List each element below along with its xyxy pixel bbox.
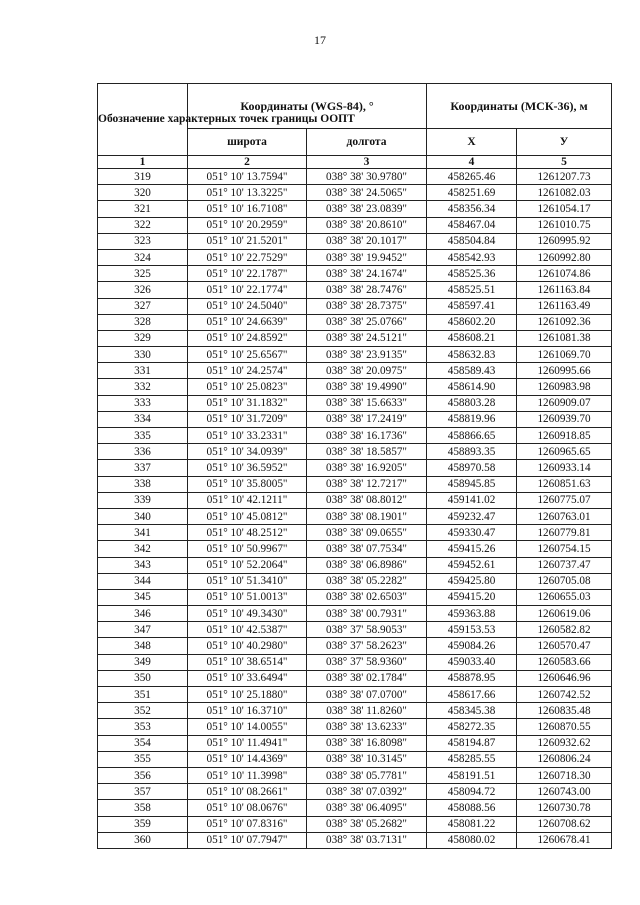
longitude-cell: 038° 38' 02.6503" (307, 589, 427, 605)
y-cell: 1261081.38 (517, 330, 612, 346)
y-cell: 1260932.62 (517, 735, 612, 751)
latitude-cell: 051° 10' 24.8592" (188, 330, 307, 346)
point-id-cell: 333 (98, 395, 188, 411)
latitude-cell: 051° 10' 16.7108" (188, 201, 307, 217)
longitude-cell: 038° 38' 07.7534" (307, 541, 427, 557)
longitude-cell: 038° 38' 03.7131" (307, 832, 427, 848)
y-cell: 1261207.73 (517, 169, 612, 185)
x-cell: 458878.95 (427, 670, 517, 686)
latitude-cell: 051° 10' 40.2980" (188, 638, 307, 654)
table-row (98, 249, 612, 265)
table-row (98, 589, 612, 605)
y-cell: 1260995.92 (517, 233, 612, 249)
point-id-cell: 348 (98, 638, 188, 654)
column-number: 3 (307, 156, 427, 169)
longitude-cell: 038° 38' 07.0392" (307, 784, 427, 800)
header-y: У (517, 129, 612, 156)
header-msk36-coordinates: Координаты (МСК-36), м (427, 84, 612, 129)
x-cell: 458617.66 (427, 687, 517, 703)
latitude-cell: 051° 10' 36.5952" (188, 460, 307, 476)
x-cell: 458608.21 (427, 330, 517, 346)
y-cell: 1260705.08 (517, 573, 612, 589)
latitude-cell: 051° 10' 50.9967" (188, 541, 307, 557)
table-row (98, 670, 612, 686)
point-id-cell: 325 (98, 266, 188, 282)
table-row (98, 735, 612, 751)
point-id-cell: 356 (98, 767, 188, 783)
y-cell: 1260754.15 (517, 541, 612, 557)
longitude-cell: 038° 38' 20.1017" (307, 233, 427, 249)
table-row (98, 201, 612, 217)
x-cell: 458597.41 (427, 298, 517, 314)
table-row (98, 233, 612, 249)
point-id-cell: 347 (98, 622, 188, 638)
point-id-cell: 345 (98, 589, 188, 605)
y-cell: 1260775.07 (517, 492, 612, 508)
table-row (98, 751, 612, 767)
point-id-cell: 342 (98, 541, 188, 557)
column-number: 1 (98, 156, 188, 169)
longitude-cell: 038° 38' 00.7931" (307, 606, 427, 622)
table-row (98, 460, 612, 476)
latitude-cell: 051° 10' 38.6514" (188, 654, 307, 670)
longitude-cell: 038° 37' 58.9360" (307, 654, 427, 670)
coordinates-table (97, 83, 612, 849)
table-body (98, 169, 612, 849)
point-id-cell: 319 (98, 169, 188, 185)
x-cell: 459363.88 (427, 606, 517, 622)
latitude-cell: 051° 10' 20.2959" (188, 217, 307, 233)
table-row (98, 266, 612, 282)
header-row-group (98, 84, 612, 129)
table-row (98, 330, 612, 346)
y-cell: 1260835.48 (517, 703, 612, 719)
point-id-cell: 326 (98, 282, 188, 298)
x-cell: 458866.65 (427, 428, 517, 444)
x-cell: 458589.43 (427, 363, 517, 379)
point-id-cell: 327 (98, 298, 188, 314)
point-id-cell: 335 (98, 428, 188, 444)
y-cell: 1261054.17 (517, 201, 612, 217)
x-cell: 458356.34 (427, 201, 517, 217)
point-id-cell: 349 (98, 654, 188, 670)
x-cell: 458080.02 (427, 832, 517, 848)
x-cell: 459330.47 (427, 525, 517, 541)
point-id-cell: 321 (98, 201, 188, 217)
table-row (98, 573, 612, 589)
latitude-cell: 051° 10' 33.2331" (188, 428, 307, 444)
longitude-cell: 038° 38' 19.9452" (307, 249, 427, 265)
x-cell: 458525.36 (427, 266, 517, 282)
longitude-cell: 038° 38' 08.8012" (307, 492, 427, 508)
table-row (98, 719, 612, 735)
point-id-cell: 322 (98, 217, 188, 233)
table-row (98, 492, 612, 508)
longitude-cell: 038° 38' 23.9135" (307, 347, 427, 363)
latitude-cell: 051° 10' 22.1774" (188, 282, 307, 298)
longitude-cell: 038° 38' 24.5065" (307, 185, 427, 201)
longitude-cell: 038° 38' 06.8986" (307, 557, 427, 573)
point-id-cell: 344 (98, 573, 188, 589)
latitude-cell: 051° 10' 31.1832" (188, 395, 307, 411)
y-cell: 1260909.07 (517, 395, 612, 411)
longitude-cell: 038° 38' 07.0700" (307, 687, 427, 703)
table-row (98, 784, 612, 800)
x-cell: 458819.96 (427, 411, 517, 427)
longitude-cell: 038° 38' 18.5857" (307, 444, 427, 460)
table-row (98, 347, 612, 363)
y-cell: 1260730.78 (517, 800, 612, 816)
longitude-cell: 038° 38' 16.9205" (307, 460, 427, 476)
point-id-cell: 355 (98, 751, 188, 767)
latitude-cell: 051° 10' 22.1787" (188, 266, 307, 282)
longitude-cell: 038° 38' 08.1901" (307, 508, 427, 524)
latitude-cell: 051° 10' 31.7209" (188, 411, 307, 427)
longitude-cell: 038° 38' 24.1674" (307, 266, 427, 282)
x-cell: 458265.46 (427, 169, 517, 185)
y-cell: 1260992.80 (517, 249, 612, 265)
y-cell: 1260655.03 (517, 589, 612, 605)
longitude-cell: 038° 38' 06.4095" (307, 800, 427, 816)
point-id-cell: 331 (98, 363, 188, 379)
longitude-cell: 038° 38' 28.7476" (307, 282, 427, 298)
x-cell: 459153.53 (427, 622, 517, 638)
column-number-row (98, 156, 612, 169)
y-cell: 1260619.06 (517, 606, 612, 622)
table-row (98, 363, 612, 379)
point-id-cell: 354 (98, 735, 188, 751)
point-id-cell: 341 (98, 525, 188, 541)
table-row (98, 476, 612, 492)
y-cell: 1261010.75 (517, 217, 612, 233)
table-row (98, 816, 612, 832)
latitude-cell: 051° 10' 14.0055" (188, 719, 307, 735)
point-id-cell: 336 (98, 444, 188, 460)
point-id-cell: 358 (98, 800, 188, 816)
longitude-cell: 038° 38' 20.8610" (307, 217, 427, 233)
table-row (98, 557, 612, 573)
x-cell: 459425.80 (427, 573, 517, 589)
point-id-cell: 328 (98, 314, 188, 330)
latitude-cell: 051° 10' 42.5387" (188, 622, 307, 638)
table-row (98, 703, 612, 719)
x-cell: 459415.26 (427, 541, 517, 557)
x-cell: 459415.20 (427, 589, 517, 605)
point-id-cell: 352 (98, 703, 188, 719)
y-cell: 1260570.47 (517, 638, 612, 654)
latitude-cell: 051° 10' 42.1211" (188, 492, 307, 508)
longitude-cell: 038° 38' 30.9780" (307, 169, 427, 185)
point-id-cell: 357 (98, 784, 188, 800)
x-cell: 458970.58 (427, 460, 517, 476)
table-row (98, 428, 612, 444)
latitude-cell: 051° 10' 08.0676" (188, 800, 307, 816)
table-row (98, 411, 612, 427)
latitude-cell: 051° 10' 25.6567" (188, 347, 307, 363)
latitude-cell: 051° 10' 13.3225" (188, 185, 307, 201)
point-id-cell: 340 (98, 508, 188, 524)
table-row (98, 379, 612, 395)
latitude-cell: 051° 10' 11.3998" (188, 767, 307, 783)
latitude-cell: 051° 10' 11.4941" (188, 735, 307, 751)
latitude-cell: 051° 10' 51.0013" (188, 589, 307, 605)
table-row (98, 282, 612, 298)
header-wgs84-coordinates: Координаты (WGS-84), ° (188, 84, 427, 129)
latitude-cell: 051° 10' 24.2574" (188, 363, 307, 379)
y-cell: 1261163.49 (517, 298, 612, 314)
x-cell: 458272.35 (427, 719, 517, 735)
point-id-cell: 330 (98, 347, 188, 363)
longitude-cell: 038° 38' 28.7375" (307, 298, 427, 314)
column-number: 5 (517, 156, 612, 169)
longitude-cell: 038° 38' 09.0655" (307, 525, 427, 541)
point-id-cell: 339 (98, 492, 188, 508)
longitude-cell: 038° 38' 05.2282" (307, 573, 427, 589)
y-cell: 1260933.14 (517, 460, 612, 476)
latitude-cell: 051° 10' 07.8316" (188, 816, 307, 832)
latitude-cell: 051° 10' 25.1880" (188, 687, 307, 703)
y-cell: 1260646.96 (517, 670, 612, 686)
x-cell: 458602.20 (427, 314, 517, 330)
latitude-cell: 051° 10' 35.8005" (188, 476, 307, 492)
table-row (98, 298, 612, 314)
y-cell: 1260582.82 (517, 622, 612, 638)
longitude-cell: 038° 38' 25.0766" (307, 314, 427, 330)
x-cell: 459084.26 (427, 638, 517, 654)
longitude-cell: 038° 38' 24.5121" (307, 330, 427, 346)
x-cell: 458191.51 (427, 767, 517, 783)
table-row (98, 185, 612, 201)
latitude-cell: 051° 10' 25.0823" (188, 379, 307, 395)
y-cell: 1260939.70 (517, 411, 612, 427)
x-cell: 458088.56 (427, 800, 517, 816)
y-cell: 1260718.30 (517, 767, 612, 783)
y-cell: 1261163.84 (517, 282, 612, 298)
y-cell: 1261092.36 (517, 314, 612, 330)
table-row (98, 800, 612, 816)
y-cell: 1260763.01 (517, 508, 612, 524)
point-id-cell: 329 (98, 330, 188, 346)
x-cell: 458081.22 (427, 816, 517, 832)
x-cell: 458945.85 (427, 476, 517, 492)
table-row (98, 606, 612, 622)
table-row (98, 525, 612, 541)
x-cell: 458893.35 (427, 444, 517, 460)
point-id-cell: 359 (98, 816, 188, 832)
table-row (98, 832, 612, 848)
longitude-cell: 038° 38' 16.8098" (307, 735, 427, 751)
point-id-cell: 346 (98, 606, 188, 622)
column-number: 2 (188, 156, 307, 169)
latitude-cell: 051° 10' 48.2512" (188, 525, 307, 541)
longitude-cell: 038° 38' 17.2419" (307, 411, 427, 427)
latitude-cell: 051° 10' 13.7594" (188, 169, 307, 185)
longitude-cell: 038° 38' 05.2682" (307, 816, 427, 832)
y-cell: 1260678.41 (517, 832, 612, 848)
y-cell: 1260742.52 (517, 687, 612, 703)
longitude-cell: 038° 37' 58.9053" (307, 622, 427, 638)
y-cell: 1260918.85 (517, 428, 612, 444)
x-cell: 458542.93 (427, 249, 517, 265)
header-latitude: широта (188, 129, 307, 156)
point-id-cell: 350 (98, 670, 188, 686)
point-id-cell: 334 (98, 411, 188, 427)
header-x: Х (427, 129, 517, 156)
longitude-cell: 038° 38' 16.1736" (307, 428, 427, 444)
y-cell: 1260779.81 (517, 525, 612, 541)
x-cell: 458525.51 (427, 282, 517, 298)
point-id-cell: 351 (98, 687, 188, 703)
x-cell: 458194.87 (427, 735, 517, 751)
latitude-cell: 051° 10' 24.6639" (188, 314, 307, 330)
x-cell: 459232.47 (427, 508, 517, 524)
latitude-cell: 051° 10' 07.7947" (188, 832, 307, 848)
header-longitude: долгота (307, 129, 427, 156)
point-id-cell: 343 (98, 557, 188, 573)
x-cell: 458803.28 (427, 395, 517, 411)
table-row (98, 508, 612, 524)
page-number: 17 (314, 33, 326, 47)
longitude-cell: 038° 38' 23.0839" (307, 201, 427, 217)
x-cell: 458094.72 (427, 784, 517, 800)
longitude-cell: 038° 38' 10.3145" (307, 751, 427, 767)
table-row (98, 217, 612, 233)
y-cell: 1260708.62 (517, 816, 612, 832)
table-row (98, 767, 612, 783)
x-cell: 458251.69 (427, 185, 517, 201)
table-row (98, 687, 612, 703)
longitude-cell: 038° 38' 05.7781" (307, 767, 427, 783)
header-point-designation: Обозначение характерных точек границы ООПТ (98, 84, 188, 156)
point-id-cell: 353 (98, 719, 188, 735)
y-cell: 1260583.66 (517, 654, 612, 670)
table-row (98, 314, 612, 330)
latitude-cell: 051° 10' 22.7529" (188, 249, 307, 265)
latitude-cell: 051° 10' 24.5040" (188, 298, 307, 314)
longitude-cell: 038° 38' 13.6233" (307, 719, 427, 735)
table-row (98, 622, 612, 638)
y-cell: 1261074.86 (517, 266, 612, 282)
point-id-cell: 332 (98, 379, 188, 395)
x-cell: 459452.61 (427, 557, 517, 573)
longitude-cell: 038° 38' 12.7217" (307, 476, 427, 492)
x-cell: 458345.38 (427, 703, 517, 719)
point-id-cell: 360 (98, 832, 188, 848)
latitude-cell: 051° 10' 33.6494" (188, 670, 307, 686)
table-row (98, 444, 612, 460)
x-cell: 458285.55 (427, 751, 517, 767)
y-cell: 1260870.55 (517, 719, 612, 735)
y-cell: 1260806.24 (517, 751, 612, 767)
point-id-cell: 338 (98, 476, 188, 492)
table-row (98, 541, 612, 557)
longitude-cell: 038° 38' 19.4990" (307, 379, 427, 395)
longitude-cell: 038° 38' 20.0975" (307, 363, 427, 379)
column-number: 4 (427, 156, 517, 169)
y-cell: 1261069.70 (517, 347, 612, 363)
latitude-cell: 051° 10' 45.0812" (188, 508, 307, 524)
latitude-cell: 051° 10' 52.2064" (188, 557, 307, 573)
x-cell: 459033.40 (427, 654, 517, 670)
latitude-cell: 051° 10' 21.5201" (188, 233, 307, 249)
y-cell: 1260737.47 (517, 557, 612, 573)
latitude-cell: 051° 10' 08.2661" (188, 784, 307, 800)
x-cell: 458614.90 (427, 379, 517, 395)
x-cell: 458632.83 (427, 347, 517, 363)
point-id-cell: 324 (98, 249, 188, 265)
latitude-cell: 051° 10' 34.0939" (188, 444, 307, 460)
table-row (98, 169, 612, 185)
longitude-cell: 038° 38' 11.8260" (307, 703, 427, 719)
point-id-cell: 320 (98, 185, 188, 201)
longitude-cell: 038° 37' 58.2623" (307, 638, 427, 654)
latitude-cell: 051° 10' 51.3410" (188, 573, 307, 589)
longitude-cell: 038° 38' 15.6633" (307, 395, 427, 411)
point-id-cell: 337 (98, 460, 188, 476)
x-cell: 458467.04 (427, 217, 517, 233)
x-cell: 458504.84 (427, 233, 517, 249)
latitude-cell: 051° 10' 14.4369" (188, 751, 307, 767)
y-cell: 1260995.66 (517, 363, 612, 379)
table-row (98, 638, 612, 654)
latitude-cell: 051° 10' 16.3710" (188, 703, 307, 719)
y-cell: 1261082.03 (517, 185, 612, 201)
y-cell: 1260983.98 (517, 379, 612, 395)
table-row (98, 395, 612, 411)
table-row (98, 654, 612, 670)
point-id-cell: 323 (98, 233, 188, 249)
x-cell: 459141.02 (427, 492, 517, 508)
latitude-cell: 051° 10' 49.3430" (188, 606, 307, 622)
y-cell: 1260965.65 (517, 444, 612, 460)
longitude-cell: 038° 38' 02.1784" (307, 670, 427, 686)
y-cell: 1260743.00 (517, 784, 612, 800)
y-cell: 1260851.63 (517, 476, 612, 492)
